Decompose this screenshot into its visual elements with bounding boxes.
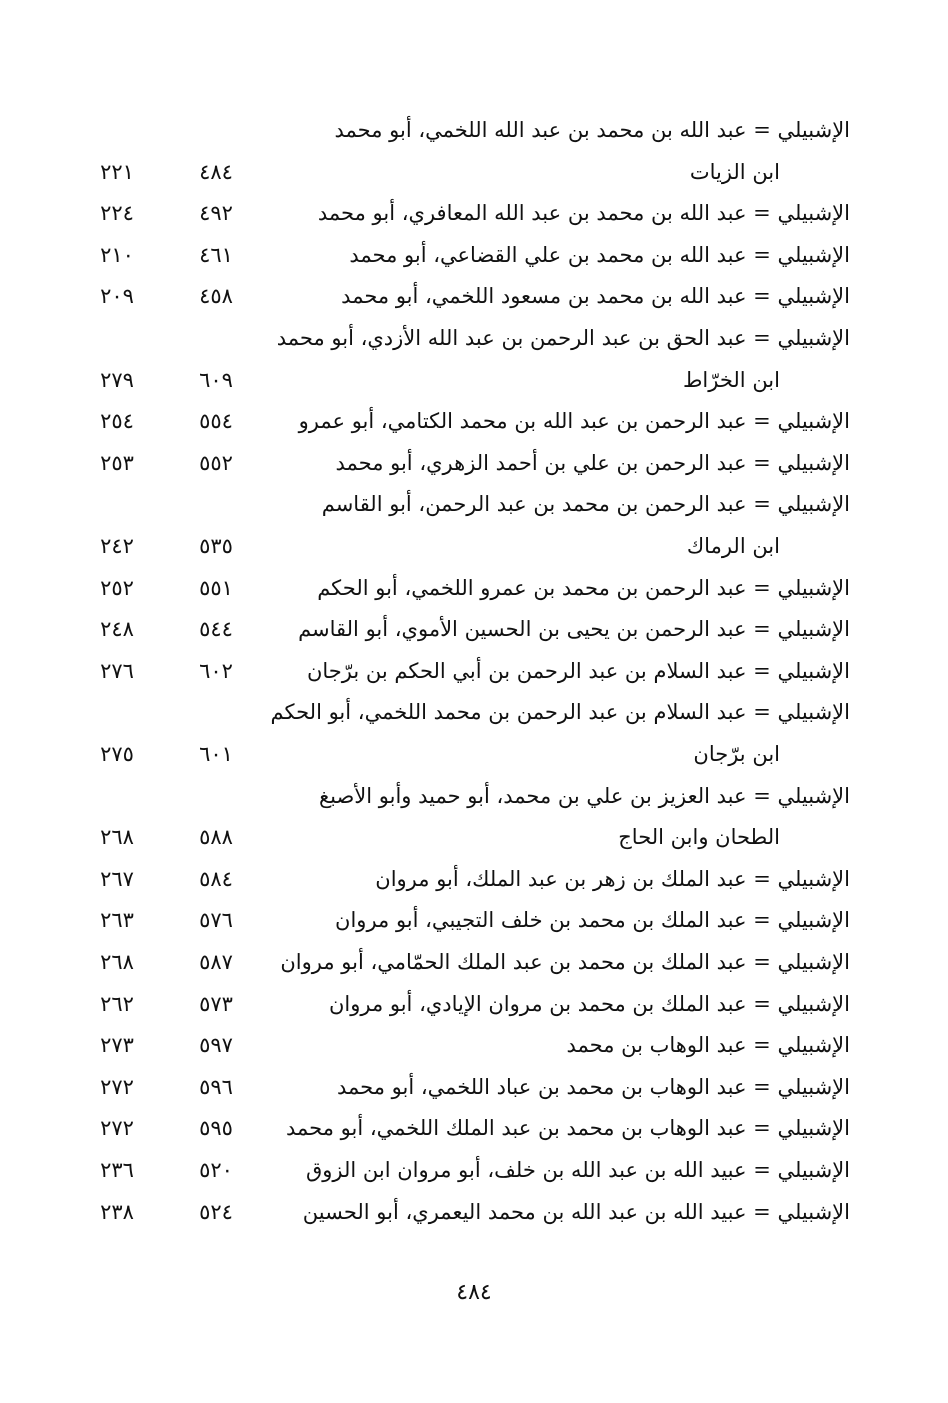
entry-number: ٥٨٨ (199, 825, 233, 850)
entry-number: ٥٨٧ (199, 950, 233, 974)
page-reference: ٢٣٦ (100, 1158, 134, 1182)
page-reference: ٢٧٢ (100, 1074, 134, 1099)
index-line (0, 195, 948, 236)
page-reference: ٢٢٤ (100, 201, 134, 226)
page-reference: ٢٦٨ (100, 825, 134, 850)
entry-number: ٥٩٧ (199, 1033, 233, 1058)
index-line-text: الإشبيلي = عبد الوهاب بن محمد بن عبد الملك اللخمي، أبو محمد (286, 1116, 850, 1141)
index-line (0, 445, 948, 486)
index-line (0, 694, 948, 735)
index-line-continuation: ابن الرماك (686, 534, 780, 558)
index-line-text: الإشبيلي = عبد الملك بن محمد بن عبد الملك الحمّامي، أبو مروان (280, 950, 850, 974)
index-line (0, 403, 948, 444)
page-reference: ٢٥٤ (100, 409, 134, 434)
index-line (0, 944, 948, 985)
entry-number: ٥٢٠ (199, 1158, 233, 1182)
index-line-text: الإشبيلي = عبد الرحمن بن علي بن أحمد الزهري، أبو محمد (335, 450, 850, 475)
index-line (0, 736, 948, 777)
page-reference: ٢٧٩ (100, 367, 134, 392)
index-line (0, 486, 948, 527)
page-reference: ٢٦٨ (100, 950, 134, 974)
index-line-text: الإشبيلي = عبد السلام بن عبد الرحمن بن محمد اللخمي، أبو الحكم (270, 700, 850, 725)
entry-number: ٥٧٣ (199, 991, 233, 1016)
index-line (0, 1027, 948, 1068)
index-line (0, 986, 948, 1027)
index-line-text: الإشبيلي = عبد الله بن محمد بن مسعود اللخمي، أبو محمد (341, 284, 850, 309)
page-reference: ٢٤٨ (100, 617, 134, 642)
page-number: ٤٨٤ (456, 1280, 492, 1305)
index-line (0, 653, 948, 694)
entry-number: ٥٥١ (199, 575, 233, 600)
entry-number: ٦٠١ (199, 742, 233, 766)
index-line (0, 861, 948, 902)
page-reference: ٢٧٣ (100, 1033, 134, 1058)
index-line-text: الإشبيلي = عبد الملك بن محمد بن خلف التجيبي، أبو مروان (335, 908, 850, 933)
index-line (0, 902, 948, 943)
index-line-continuation: ابن برّجان (693, 742, 780, 766)
index-line-text: الإشبيلي = عبد الحق بن عبد الرحمن بن عبد الله الأزدي، أبو محمد (276, 326, 850, 350)
index-line (0, 1110, 948, 1151)
entry-number: ٤٨٤ (199, 159, 233, 184)
entry-number: ٥٩٥ (199, 1116, 233, 1141)
entry-number: ٥٨٤ (199, 866, 233, 891)
page-reference: ٢٣٨ (100, 1199, 134, 1224)
entry-number: ٦٠٩ (199, 367, 233, 392)
index-line-text: الإشبيلي = عبد الله بن محمد بن عبد الله اللخمي، أبو محمد (334, 118, 850, 142)
index-line (0, 237, 948, 278)
page-reference: ٢٧٥ (100, 742, 134, 766)
index-line (0, 362, 948, 403)
index-line-continuation: ابن الخرّاط (683, 367, 780, 392)
index-line-text: الإشبيلي = عبد الملك بن زهر بن عبد الملك، أبو مروان (375, 866, 850, 891)
page-reference: ٢٦٢ (100, 991, 134, 1016)
entry-number: ٥٥٤ (199, 409, 233, 434)
index-line (0, 320, 948, 361)
entry-number: ٤٦١ (199, 242, 233, 267)
index-line (0, 112, 948, 153)
index-line-text: الإشبيلي = عبد العزيز بن علي بن محمد، أبو حميد وأبو الأصبغ (318, 783, 850, 808)
index-line-text: الإشبيلي = عبيد الله بن عبد الله بن خلف، أبو مروان ابن الزوق (305, 1158, 850, 1182)
index-line-text: الإشبيلي = عبيد الله بن عبد الله بن محمد اليعمري، أبو الحسين (302, 1199, 850, 1224)
entry-number: ٥٩٦ (199, 1074, 233, 1099)
page-reference: ٢١٠ (100, 242, 134, 267)
index-line (0, 1152, 948, 1193)
index-line-text: الإشبيلي = عبد الرحمن بن محمد بن عبد الرحمن، أبو القاسم (321, 492, 850, 517)
entry-number: ٥٣٥ (199, 534, 233, 558)
entry-number: ٥٢٤ (199, 1199, 233, 1224)
index-line-text: الإشبيلي = عبد الله بن محمد بن علي القضاعي، أبو محمد (349, 242, 850, 267)
index-line-text: الإشبيلي = عبد الوهاب بن محمد بن عباد اللخمي، أبو محمد (336, 1074, 850, 1099)
entry-number: ٤٥٨ (199, 284, 233, 309)
page-reference: ٢٥٢ (100, 575, 134, 600)
index-line-text: الإشبيلي = عبد الملك بن محمد بن مروان الإيادي، أبو مروان (328, 991, 850, 1016)
index-line-continuation: ابن الزيات (689, 159, 780, 184)
entry-number: ٦٠٢ (199, 658, 233, 683)
page-reference: ٢٥٣ (100, 450, 134, 475)
index-line-text: الإشبيلي = عبد الله بن محمد بن عبد الله المعافري، أبو محمد (317, 201, 850, 226)
index-line-text: الإشبيلي = عبد الوهاب بن محمد (566, 1033, 850, 1058)
entry-number: ٥٤٤ (199, 617, 233, 642)
page-reference: ٢٦٣ (100, 908, 134, 933)
index-line (0, 1069, 948, 1110)
page-reference: ٢٧٦ (100, 658, 134, 683)
page-reference: ٢٤٢ (100, 534, 134, 558)
index-line (0, 611, 948, 652)
page-reference: ٢٧٢ (100, 1116, 134, 1141)
entry-number: ٤٩٢ (199, 201, 233, 226)
index-line (0, 819, 948, 860)
index-line-text: الإشبيلي = عبد السلام بن عبد الرحمن بن أبي الحكم بن برّجان (306, 658, 850, 683)
page-reference: ٢٠٩ (100, 284, 134, 309)
index-line (0, 1194, 948, 1235)
index-line-continuation: الطحان وابن الحاج (618, 825, 780, 850)
index-line-text: الإشبيلي = عبد الرحمن بن يحيى بن الحسين الأموي، أبو القاسم (298, 617, 850, 642)
page-reference: ٢٢١ (100, 159, 134, 184)
entry-number: ٥٧٦ (199, 908, 233, 933)
index-line (0, 778, 948, 819)
index-line (0, 570, 948, 611)
index-line (0, 154, 948, 195)
entry-number: ٥٥٢ (199, 450, 233, 475)
page-reference: ٢٦٧ (100, 866, 134, 891)
index-line (0, 278, 948, 319)
index-line (0, 528, 948, 569)
index-line-text: الإشبيلي = عبد الرحمن بن عبد الله بن محمد الكتامي، أبو عمرو (298, 409, 850, 434)
index-line-text: الإشبيلي = عبد الرحمن بن محمد بن عمرو اللخمي، أبو الحكم (317, 575, 850, 600)
